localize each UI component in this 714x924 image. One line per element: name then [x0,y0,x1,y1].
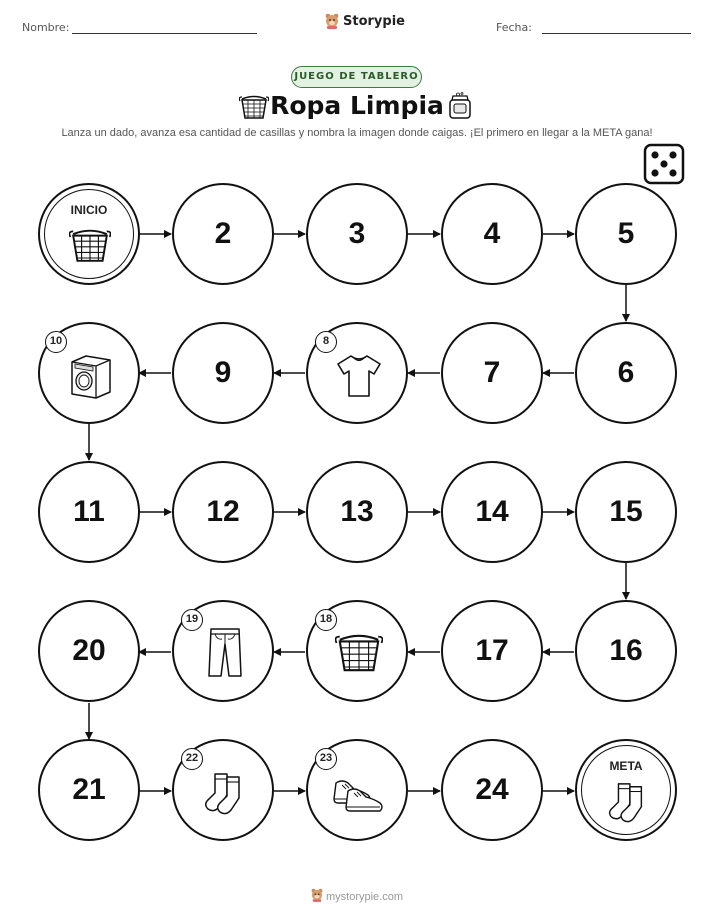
footer [0,888,714,903]
board-space [172,322,274,424]
board-space [38,600,140,702]
space-number-badge: 22 [181,748,203,770]
brand-logo [325,13,405,29]
detergent-icon [447,92,473,120]
board-space [575,322,677,424]
space-number: 3 [348,217,366,250]
page-title: Ropa Limpia [270,91,444,120]
board-space [306,183,408,285]
space-number: 11 [73,495,105,528]
goal-label: META [609,759,643,773]
space-number-badge: 8 [315,331,337,353]
pants-icon [207,626,243,680]
space-number: 6 [617,356,635,389]
instructions-text: Lanza un dado, avanza esa cantidad de casillas y nombra la imagen donde caigas. ¡El primero en llegar a la META gana! [61,127,653,139]
socks-icon [201,771,249,815]
date-label: Fecha: [496,21,532,34]
board-space [441,461,543,563]
name-line[interactable] [72,33,257,34]
board-space [38,739,140,841]
space-number: 13 [340,495,374,528]
space-number: 21 [72,773,106,806]
board-space [172,183,274,285]
space-number: 4 [483,217,501,250]
space-number: 9 [214,356,232,389]
board-space [306,461,408,563]
dice-icon [643,143,685,185]
bear-logo-icon [311,888,323,902]
brand-name: Storypie [343,13,405,29]
board-space-goal [575,739,677,841]
space-number: 16 [609,634,643,667]
washing-machine-icon [68,352,114,400]
t-shirt-icon [334,352,384,400]
laundry-basket-icon [335,628,383,674]
space-number-badge: 19 [181,609,203,631]
space-number: 7 [483,356,501,389]
space-number: 24 [475,773,509,806]
space-number: 12 [206,495,240,528]
board-space-start [38,183,140,285]
board-space [575,183,677,285]
sneakers-icon [330,773,388,815]
name-label: Nombre: [22,21,70,34]
socks-icon [605,781,651,823]
space-number-badge: 23 [315,748,337,770]
date-line[interactable] [542,33,691,34]
laundry-basket-icon [69,223,111,265]
space-number: 14 [475,495,509,528]
space-number-badge: 10 [45,331,67,353]
bear-logo-icon [325,13,339,29]
board-space [441,183,543,285]
board-space [172,461,274,563]
board-space [38,461,140,563]
space-number: 2 [214,217,232,250]
board-space [575,461,677,563]
footer-url[interactable]: mystorypie.com [325,891,404,903]
space-number: 15 [609,495,643,528]
space-number-badge: 18 [315,609,337,631]
start-label: INICIO [70,203,108,217]
board-space [441,739,543,841]
space-number: 20 [72,634,106,667]
board-space [441,322,543,424]
space-number: 5 [617,217,635,250]
space-number: 17 [475,634,509,667]
board-space [575,600,677,702]
board-space [441,600,543,702]
game-type-badge: JUEGO DE TABLERO [291,66,422,88]
